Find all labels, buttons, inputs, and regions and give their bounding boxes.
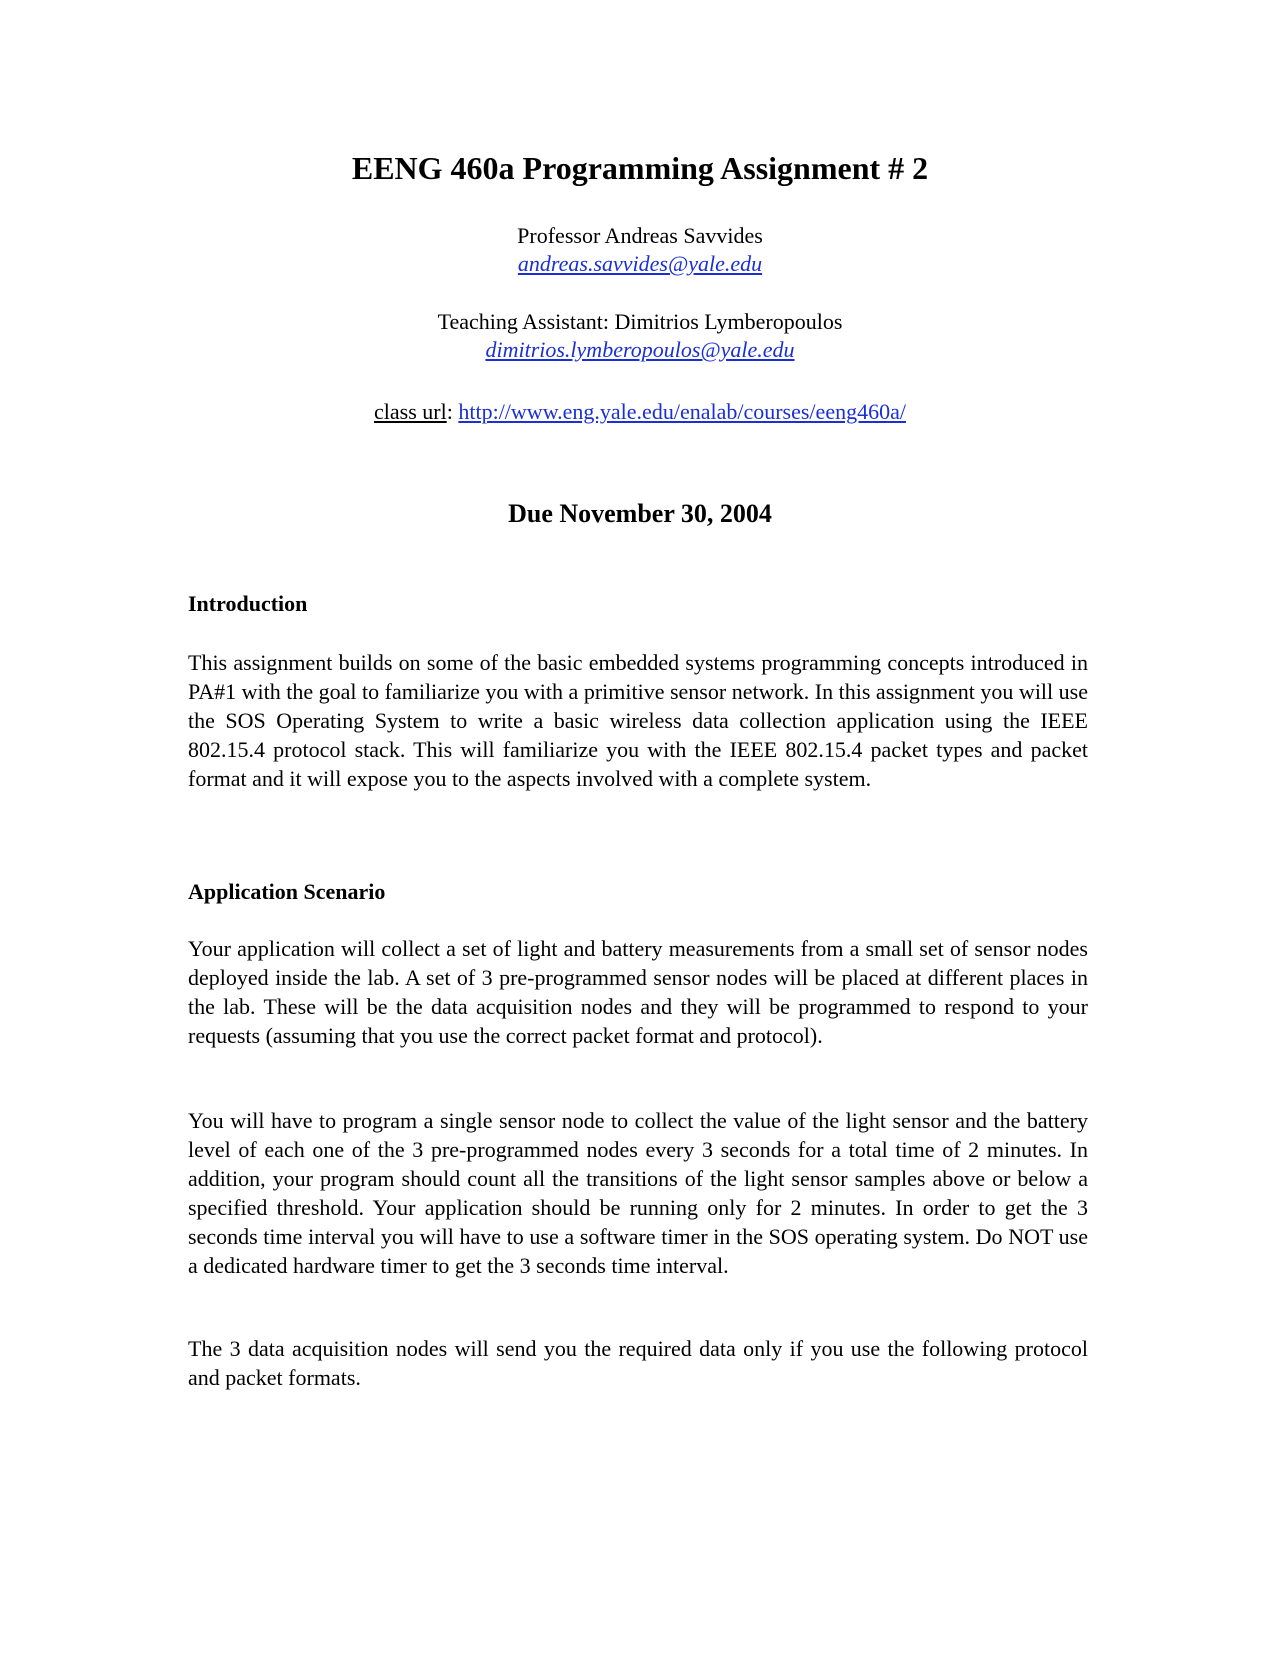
- class-url-separator: :: [446, 399, 453, 424]
- ta-name: Teaching Assistant: Dimitrios Lymberopoulos: [437, 309, 843, 334]
- professor-email-line: [0, 250, 1280, 278]
- document-title: EENG 460a Programming Assignment # 2: [351, 150, 929, 186]
- introduction-paragraph: This assignment builds on some of the basic embedded systems programming concepts introduced in PA#1 with the goal to familiarize you with a primitive sensor network. In this assignment you will use the SOS Operating System to write a basic wireless data collection application using the IEEE 802.15.4 protocol stack. This will familiarize you with the IEEE 802.15.4 packet types and packet format and it will expose you to the aspects involved with a complete system.: [188, 650, 1088, 791]
- ta-email-line: [0, 336, 1280, 364]
- class-url-line: [0, 398, 1280, 426]
- ta-email-link[interactable]: dimitrios.lymberopoulos@yale.edu: [485, 337, 795, 362]
- due-date: Due November 30, 2004: [508, 499, 772, 528]
- class-url-label: class url: [374, 399, 447, 424]
- application-scenario-paragraph-2: You will have to program a single sensor node to collect the value of the light sensor and the battery level of each one of the 3 pre-programmed nodes every 3 seconds for a total time of 2 minutes. In addition, your program should count all the transitions of the light sensor samples above or below a specified threshold. Your application should be running only for 2 minutes. In order to get the 3 seconds time interval you will have to use a software timer in the SOS operating system. Do NOT use a dedicated hardware timer to get the 3 seconds time interval.: [188, 1108, 1088, 1278]
- section-heading-introduction: Introduction: [188, 591, 308, 616]
- class-url-link[interactable]: http://www.eng.yale.edu/enalab/courses/eeng460a/: [458, 399, 906, 424]
- section-heading-application-scenario: Application Scenario: [188, 879, 386, 904]
- professor-name: Professor Andreas Savvides: [517, 223, 763, 248]
- application-scenario-paragraph-1: Your application will collect a set of light and battery measurements from a small set of sensor nodes deployed inside the lab. A set of 3 pre-programmed sensor nodes will be placed at different places in the lab. These will be the data acquisition nodes and they will be programmed to respond to your requests (assuming that you use the correct packet format and protocol).: [188, 936, 1088, 1048]
- professor-email-link[interactable]: andreas.savvides@yale.edu: [517, 251, 763, 276]
- application-scenario-paragraph-3: The 3 data acquisition nodes will send you the required data only if you use the following protocol and packet formats.: [188, 1336, 1088, 1390]
